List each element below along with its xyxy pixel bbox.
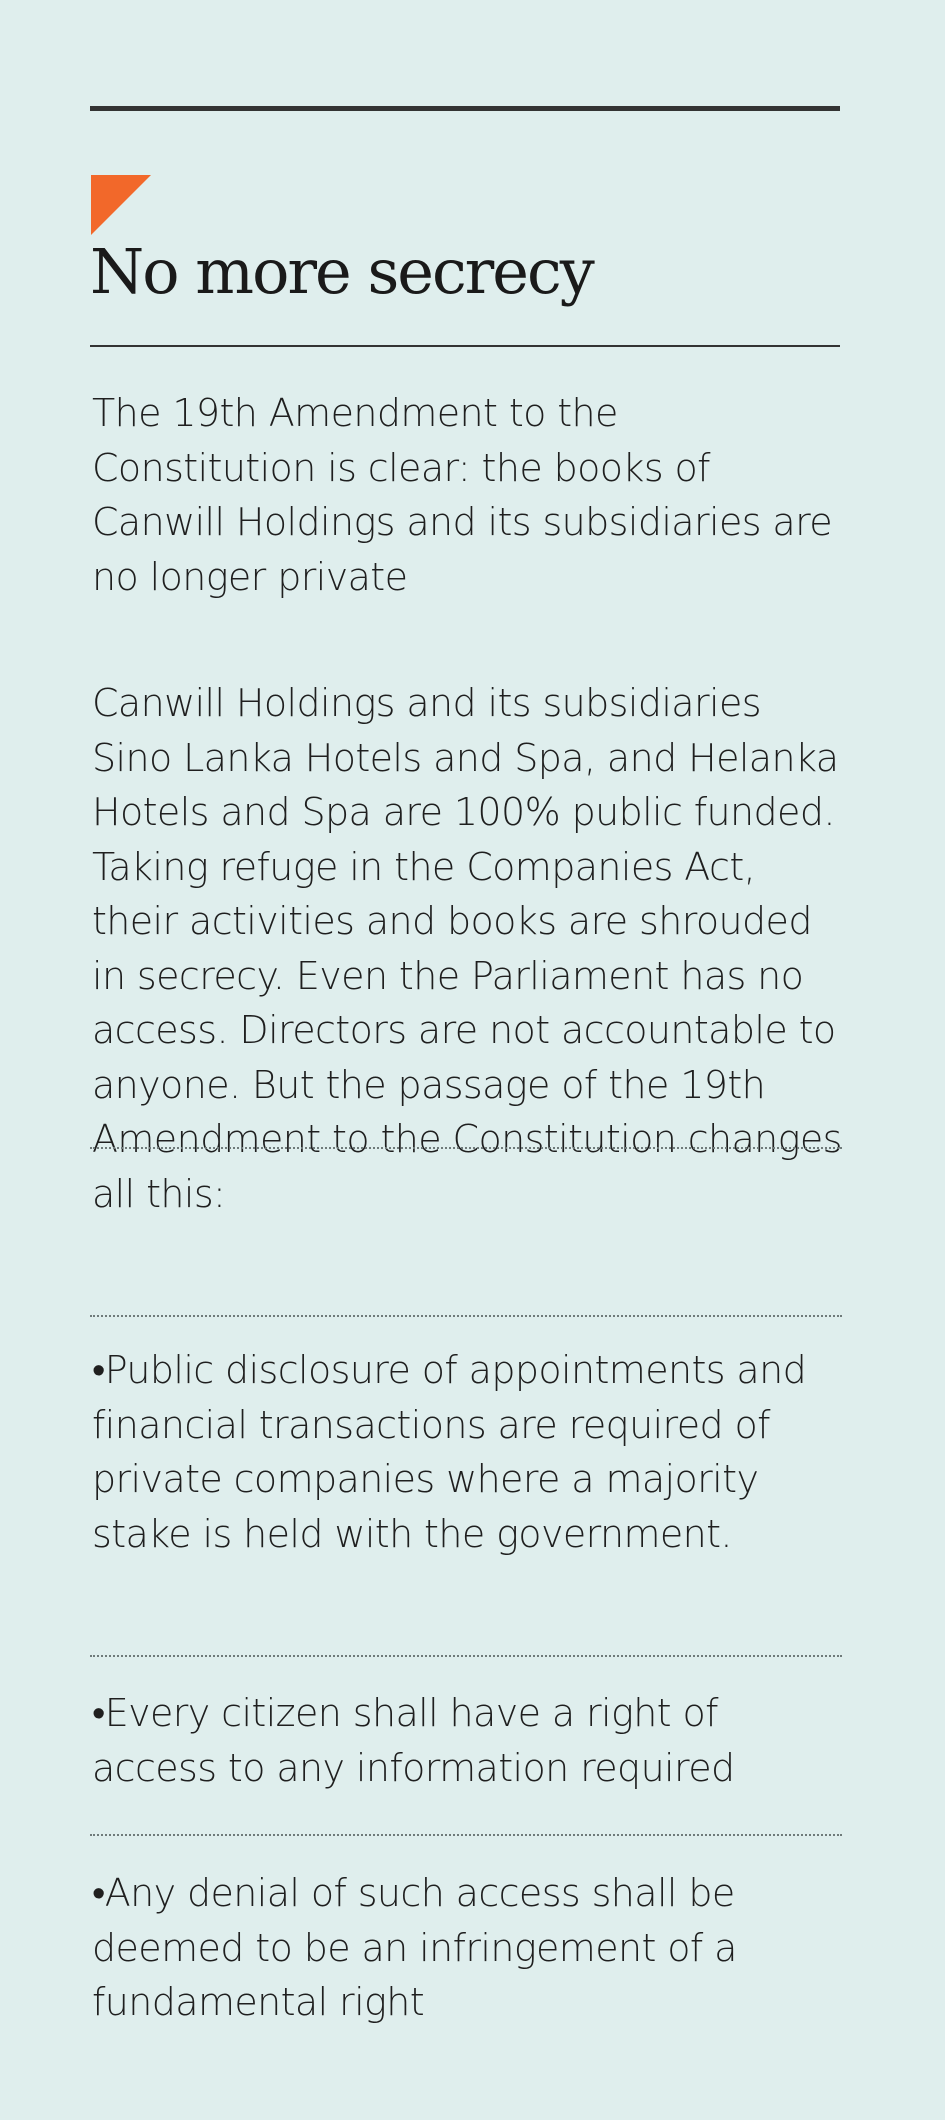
bullet-right-of-access: •Every citizen shall have a right of access to any information required (92, 1691, 735, 1790)
title-rule (90, 345, 840, 347)
factbox-subtitle: The 19th Amendment to the Constitution is clear: the books of Canwill Holdings and its subsidiaries are no longer private (92, 391, 833, 599)
factbox-title: No more secrecy (90, 235, 593, 308)
dotted-divider-1 (90, 1147, 842, 1149)
dotted-divider-4 (90, 1834, 842, 1836)
dotted-divider-2 (90, 1315, 842, 1317)
factbox-body: Canwill Holdings and its subsidiaries Sino Lanka Hotels and Spa, and Helanka Hotels and Spa are 100% public funded. Taking refuge in the Companies Act, their activities and books are shrouded in secrecy. Even the Parliament has no access. Directors are not accountable to anyone. But the passage of the 19th Amendment to the Constitution changes all this: (92, 681, 842, 1216)
bullet-public-disclosure: •Public disclosure of appointments and financial transactions are required of private companies where a majority stake is held with the government. (92, 1348, 807, 1556)
bullet-denial-infringement: •Any denial of such access shall be deemed to be an infringement of a fundamental right (92, 1871, 737, 2024)
dotted-divider-3 (90, 1655, 842, 1657)
top-rule (90, 106, 840, 111)
orange-corner-icon (91, 175, 151, 235)
